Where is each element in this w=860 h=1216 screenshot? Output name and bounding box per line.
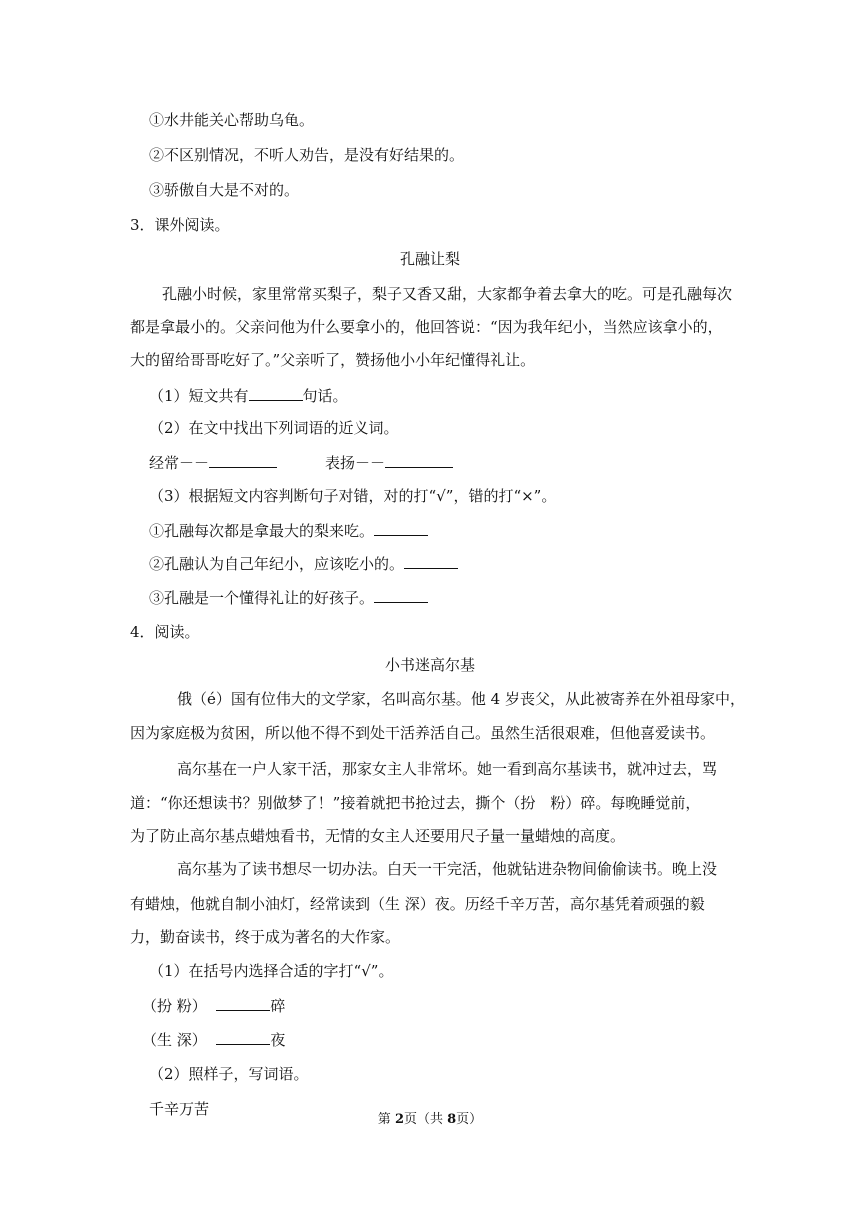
question-heading: 4．阅读。 xyxy=(130,623,200,641)
passage-line: 俄（é）国有位伟大的文学家，名叫高尔基。他 4 岁丧父，从此被寄养在外祖母家中， xyxy=(177,690,745,708)
total-pages: 8 xyxy=(447,1112,457,1127)
current-page: 2 xyxy=(394,1112,404,1127)
page-number-prefix: 第 xyxy=(377,1112,395,1127)
judge-item xyxy=(149,520,428,541)
judge-text: ③孔融是一个懂得礼让的好孩子。 xyxy=(149,589,375,607)
sub-question-text: 句话。 xyxy=(302,387,348,405)
sub-question: （2）在文中找出下列词语的近义词。 xyxy=(149,419,399,437)
choice-item xyxy=(142,995,285,1016)
choice-options: （生 深） xyxy=(142,1031,207,1049)
passage-line: 力，勤奋读书，终于成为著名的大作家。 xyxy=(130,928,401,946)
answer-blank[interactable] xyxy=(216,1029,270,1045)
choice-suffix: 碎 xyxy=(270,997,286,1015)
word-label: 经常－－ xyxy=(149,454,210,472)
judge-item xyxy=(149,553,458,574)
passage-title: 小书迷高尔基 xyxy=(384,656,475,674)
answer-blank[interactable] xyxy=(374,587,428,603)
passage-line: 高尔基为了读书想尽一切办法。白天一干完活，他就钻进杂物间偷偷读书。晚上没 xyxy=(177,860,718,878)
answer-blank[interactable] xyxy=(209,452,277,468)
word-label: 表扬－－ xyxy=(325,454,386,472)
passage-line: 大的留给哥哥吃好了。”父亲听了，赞扬他小小年纪懂得礼让。 xyxy=(130,351,536,369)
passage-title: 孔融让梨 xyxy=(399,250,460,268)
page-number-suffix: 页） xyxy=(456,1112,483,1127)
passage-line: 为了防止高尔基点蜡烛看书，无情的女主人还要用尺子量一量蜡烛的高度。 xyxy=(130,827,626,845)
answer-blank[interactable] xyxy=(249,385,303,401)
passage-line: 高尔基在一户人家干活，那家女主人非常坏。她一看到高尔基读书，就冲过去，骂 xyxy=(177,760,718,778)
synonym-item xyxy=(325,452,453,473)
choice-suffix: 夜 xyxy=(270,1031,286,1049)
sub-question: （3）根据短文内容判断句子对错，对的打“√”，错的打“×”。 xyxy=(149,487,557,505)
sub-question: （1）在括号内选择合适的字打“√”。 xyxy=(149,962,394,980)
sub-question-text: （1）短文共有 xyxy=(149,387,249,405)
passage-line: 都是拿最小的。父亲问他为什么要拿小的，他回答说：“因为我年纪小，当然应该拿小的， xyxy=(130,318,723,336)
option-line: ②不区别情况，不听人劝告，是没有好结果的。 xyxy=(149,146,465,164)
passage-line: 有蜡烛，他就自制小油灯，经常读到（生 深）夜。历经千辛万苦，高尔基凭着顽强的毅 xyxy=(130,895,705,913)
passage-line: 因为家庭极为贫困，所以他不得不到处干活养活自己。虽然生活很艰难，但他喜爱读书。 xyxy=(130,724,716,742)
choice-item xyxy=(142,1029,285,1050)
answer-blank[interactable] xyxy=(404,553,458,569)
choice-options: （扮 粉） xyxy=(142,997,207,1015)
sub-question xyxy=(149,385,348,406)
option-line: ①水井能关心帮助乌龟。 xyxy=(149,111,315,129)
example-word: 千辛万苦 xyxy=(149,1100,210,1118)
option-line: ③骄傲自大是不对的。 xyxy=(149,181,300,199)
question-heading: 3．课外阅读。 xyxy=(130,216,230,234)
answer-blank[interactable] xyxy=(374,520,428,536)
answer-blank[interactable] xyxy=(216,995,270,1011)
passage-line: 道：“你还想读书？别做梦了！”接着就把书抢过去，撕个（扮 粉）碎。每晚睡觉前， xyxy=(130,794,701,812)
judge-text: ②孔融认为自己年纪小，应该吃小的。 xyxy=(149,555,405,573)
judge-text: ①孔融每次都是拿最大的梨来吃。 xyxy=(149,522,375,540)
sub-question: （2）照样子，写词语。 xyxy=(149,1065,309,1083)
answer-blank[interactable] xyxy=(385,452,453,468)
judge-item xyxy=(149,587,428,608)
page-number xyxy=(0,1110,860,1130)
synonym-item xyxy=(149,452,277,473)
page-number-middle: 页（共 xyxy=(403,1112,448,1127)
passage-line: 孔融小时候，家里常常买梨子，梨子又香又甜，大家都争着去拿大的吃。可是孔融每次 xyxy=(162,285,733,303)
